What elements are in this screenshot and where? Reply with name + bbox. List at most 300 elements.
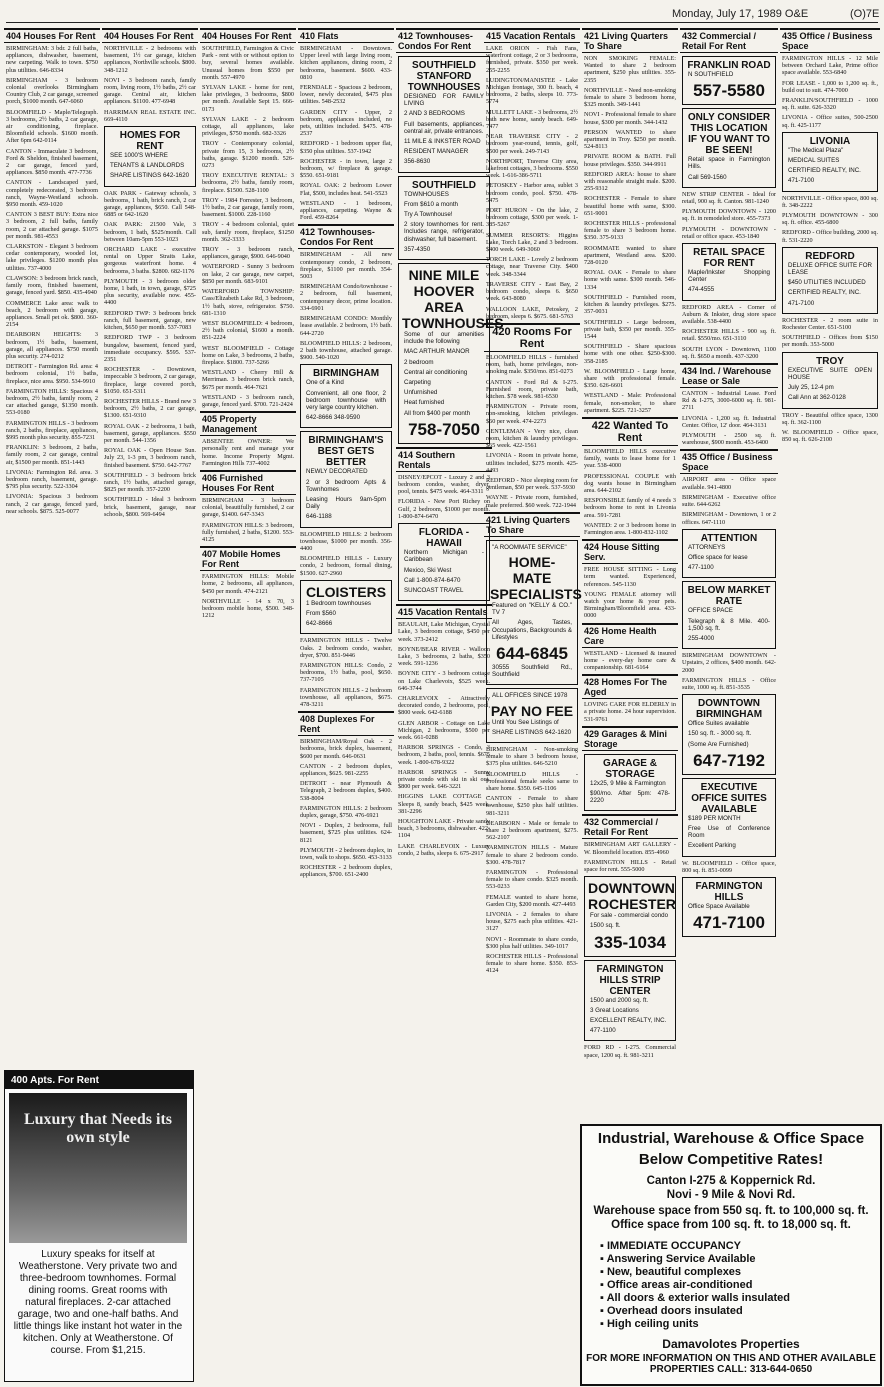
ad-title: LIVONIA	[809, 135, 851, 147]
classified-ad: 1 Bedroom townhouses	[306, 599, 372, 607]
ad-lines	[686, 720, 772, 748]
ad-title: FARMINGTON HILLS STRIP CENTER	[596, 963, 664, 997]
classified-ad: BLOOMFIELD HILLS - Professional female seeks same to share home. $350. 645-1106	[486, 770, 578, 793]
classified-ad: Excellent Parking	[688, 842, 736, 850]
classified-ad: 477-1100	[590, 1027, 616, 1035]
classified-ad: (Some Are Furnished)	[688, 740, 749, 748]
cloisters-ad	[300, 580, 392, 635]
classified-ad: 356-8630	[404, 158, 431, 166]
classified-ad: FARMINGTON - Professional female to share condo. $325 month. 553-0233	[486, 869, 578, 891]
classified-ad: FARMINGTON HILLS - Mature female to share 2 bedroom condo. $300. 478-7817	[486, 844, 578, 866]
section-heading: 420 Rooms For Rent	[484, 323, 580, 352]
classified-ad: W. BLOOMFIELD - Office space, 850 sq. ft. 626-2100	[782, 428, 878, 444]
ad-list	[582, 650, 678, 672]
classified-ad: ROYAL OAK - Female to share home with same. $300 month. 546-1334	[584, 269, 676, 291]
ad-list	[582, 55, 678, 414]
ad-list	[582, 566, 678, 619]
ad-phone: 644-6845	[496, 643, 568, 663]
ad-lines	[490, 719, 574, 736]
classified-ad: LIVONIA: Farmington Rd. area. 3 bedroom ranch, basement, garage. $795 plus security. 522-3304	[6, 468, 98, 491]
ad-list	[484, 746, 580, 975]
classified-ad: DELUXE OFFICE SUITE FOR LEASE	[788, 261, 872, 277]
townhome-photo	[9, 1093, 187, 1243]
classified-ad: BIRMINGHAM/Royal Oak - 2 bedrooms, brick duplex, basement, $600 per month. 646-0631	[300, 738, 392, 760]
classified-ad: HOUGHTON LAKE - Private sandy beach, 3 bedrooms, dishwasher. 422-1104	[398, 817, 490, 840]
classified-ad: NORTHPORT, Traverse City area, lakefront cottages, 3 bedrooms. $550 week. 1-616-386-5711	[486, 157, 578, 180]
classified-ad: SOUTHFIELD - Offices from $150 per month. 353-5000	[782, 334, 878, 349]
classified-ad: REDFORD - Office building, 2000 sq. ft. 531-2220	[782, 229, 878, 244]
classified-ad: 642-8666 348-9590	[306, 414, 361, 422]
weatherstone-display-ad	[4, 1070, 194, 1382]
classified-ad: NORTHVILLE - 2 bedrooms with basement, 1½ car garage, kitchen appliances, Northville schools. $800. 348-1212	[104, 45, 196, 74]
classified-ad: Free Use of Conference Room	[688, 824, 770, 840]
classified-ad: FARMINGTON HILLS: Spacious 4 bedroom, 2½ baths, family room, 2 car attached garage, $1350 month. 553-0180	[6, 387, 98, 417]
classified-ad: Central air conditioning	[404, 368, 468, 376]
classified-ad: Office Space Available	[688, 902, 750, 910]
column-1	[4, 26, 100, 1066]
classified-ad: FARMINGTON HILLS: Mobile home, 2 bedrooms, all appliances, $450 per month. 474-2121	[202, 573, 294, 595]
classified-ad: TROY - Contemporary colonial, private from 15, 3 bedrooms, 2½ baths, garage. $1200 month. 526-0273	[202, 140, 294, 170]
classified-ad: FERNDALE - Spacious 2 bedroom, lower, newly decorated, $475 plus utilities. 548-2532	[300, 84, 392, 106]
classified-ad: 357-4350	[404, 245, 431, 253]
ad-list	[680, 652, 778, 691]
classified-ad: ROYAL OAK - Open House Sun. July 23, 1-3 pm, 3 bedroom ranch, finished basement. $750. 642-7767	[104, 447, 196, 469]
classified-ad: WESTLAND - Cherry Hill & Merriman. 3 bedroom brick ranch, $675 per month. 464-7621	[202, 369, 294, 391]
ad-lines	[786, 367, 874, 402]
classified-ad: SYLVAN LAKE - home for rent, lake privileges, 3 bedrooms, $800 per month. Available Sept 15. 666-0173	[202, 84, 294, 113]
classified-ad: HIGGINS LAKE COTTAGE - Sleeps 8, sandy beach, $425 week. 381-2296	[398, 793, 490, 815]
troy-office-ad	[782, 352, 878, 409]
classified-ad: ABSENTEE OWNER: We personally rent and manage your home. Income Property Mgmt. Farmington Hills 737-4002	[202, 438, 294, 467]
classified-ad: SOUTHFIELD - 3 bedroom brick ranch, 1½ baths, attached garage, $825 per month. 357-2200	[104, 471, 196, 494]
classified-ad: Heat furnished	[404, 399, 445, 407]
classified-ad: FARMINGTON HILLS: 3 bedroom, fully furnished, 2 baths, $1200. 553-4125	[202, 521, 294, 543]
classified-ad: MEDICAL SUITES	[788, 157, 840, 165]
attention-attorneys-ad	[682, 529, 776, 579]
classified-ad: ROYAL OAK - 2 bedrooms, 1 bath, basement, garage, appliances. $550 per month. 544-1356	[104, 422, 196, 444]
downtown-rochester-ad	[584, 876, 676, 956]
classified-ad: HARBOR SPRINGS - Condo, 3 bedroom, 2 baths, pool, tennis. $675 week. 1-800-678-9322	[398, 744, 490, 766]
ad-list	[396, 621, 492, 857]
classified-ad: For sale - commercial condo	[590, 912, 669, 920]
ad-lines	[686, 156, 772, 181]
classified-ad: LUDINGTON/MANISTEE - Lake Michigan frontage, 300 ft. beach, 4 bedrooms, 2 baths, sleeps 10. 773-5774	[486, 76, 578, 106]
classified-ad: "A ROOMMATE SERVICE"	[492, 543, 567, 551]
classified-ad: 2 or 3 bedroom Apts & Townhomes	[306, 478, 386, 493]
classified-ad: TORCH LAKE - Lovely 2 bedroom cottage, near Traverse City. $400 week. 348-3344	[486, 256, 578, 278]
ad-lines	[786, 147, 874, 185]
section-heading: 405 Property Management	[200, 411, 296, 436]
page-header	[0, 0, 884, 22]
section-heading: 414 Southern Rentals	[396, 447, 492, 472]
classified-ad: ATTORNEYS	[688, 543, 726, 551]
classified-ad: ROYAL OAK: 2 bedroom Lower Flat, $500, includes heat. 541-5523	[300, 182, 392, 197]
ad-title: BIRMINGHAM'S BEST GETS BETTER	[308, 435, 384, 469]
classified-ad: CANTON - Landscaped yard, completely redecorated, 3 bedroom ranch, Wayne-Westland schools. $950 month. 459-1020	[6, 179, 98, 209]
classified-ad: ROCHESTER - in town, large 2 bedroom, w/ fireplace & garage. $550. 651-9181	[300, 157, 392, 180]
ad-title: DOWNTOWN BIRMINGHAM	[695, 698, 763, 721]
feature-item: ▪ All doors & exterior walls insulated	[600, 1292, 880, 1305]
classified-ad: RESIDENT MANAGER	[404, 148, 469, 156]
classified-ad: EXECUTIVE SUITE OPEN HOUSE	[788, 366, 872, 381]
classified-ad: NOVI - Roommate to share condo, $300 plus half utilities. 349-1017	[486, 935, 578, 950]
classified-ad: CHARLEVOIX - Attractively decorated condo, 2 bedrooms, pool, $800 week. 642-6188	[398, 694, 490, 717]
classified-ad: Office Suites available	[688, 720, 750, 728]
classified-ad: NORTHVILLE - Need non-smoking female to share 3 bedroom home, $325 month. 349-1441	[584, 86, 676, 109]
classified-ad: AIRPORT area - Office space available. 941-4800	[682, 476, 776, 491]
classified-ad: W. BLOOMFIELD - Large home, share with professional female. $350. 626-6601	[584, 367, 676, 390]
ad-lines	[402, 191, 486, 253]
ad-title: CLOISTERS	[305, 583, 387, 600]
classified-ad: YOUNG FEMALE attorney will watch your home & your pets. Birmingham/Bloomfield area. 433-0000	[584, 590, 676, 620]
classified-ad: Carpeting	[404, 379, 431, 387]
ad-lines	[402, 549, 486, 594]
classified-ad: FARMINGTON HILLS - 3 bedroom ranch, 2 baths, fireplace, appliances, $995 month plus security. 855-7231	[6, 419, 98, 441]
classified-ad: SOUTH LYON - Downtown, 1100 sq. ft. $650 a month. 437-3200	[682, 345, 776, 360]
classified-ad: TROY - Beautiful office space, 1300 sq. ft. 362-1100	[782, 411, 878, 426]
classified-ad: ALL OFFICES SINCE 1978	[492, 692, 568, 700]
classified-ad: CERTIFIED REALTY, INC.	[788, 289, 861, 297]
classified-ad: REDFORD - Nice sleeping room for gentleman, $50 per week. 537-5930	[486, 476, 578, 492]
classified-ad: TROY - 4 bedroom colonial, quiet sub, family room, fireplace, $1250 month. 362-3333	[202, 221, 294, 243]
section-heading: 432 Commercial / Retail For Rent	[680, 28, 778, 53]
classified-ad: WESTLAND - Licensed & insured home - every-day home care & companionship. 681-6164	[584, 649, 676, 671]
section-heading: 432 Commercial / Retail For Rent	[582, 814, 678, 839]
classified-ad: FLORIDA - New Port Richey on Gulf, 2 bedroom, $1000 per month. 1-800-874-6470	[398, 498, 490, 520]
ad-list	[582, 701, 678, 723]
classified-ad: 11 MILE & INKSTER ROAD	[404, 138, 481, 146]
classified-ad: CERTIFIED REALTY, INC.	[788, 167, 861, 175]
classified-ad: LIVONIA - Room in private home, utilities included, $275 month. 425-4493	[486, 452, 578, 474]
classified-ad: 1500 and 2000 sq. ft.	[590, 996, 649, 1004]
classified-ad: 2 AND 3 BEDROOMS	[404, 110, 465, 118]
ad-office-range: Office space from 100 sq. ft. to 18,000 sq. ft.	[611, 1219, 851, 1231]
classified-ad: REDFORD TWP: 3 bedroom brick ranch, full basement, garage, new kitchen, $650 per month. 537-7083	[104, 309, 196, 332]
classified-ad: CLARKSTON - Elegant 3 bedroom cedar contemporary, wooded lot, lake privileges. $1200 month plus utilities. 737-4000	[6, 243, 98, 272]
classified-ad: LIVONIA - 2 females to share house, $275 each plus utilities. 421-3127	[486, 911, 578, 933]
farmington-hills-office-ad	[682, 877, 776, 937]
classified-ad: Call Ann at 362-0128	[788, 394, 846, 402]
classified-ad: 12x25, 9 Mile & Farmington	[590, 779, 666, 787]
ad-phone: 758-7050	[408, 419, 480, 439]
ad-list	[200, 438, 296, 467]
classified-ad: TROY - 3 bedroom ranch, appliances, garage, $900. 646-9040	[202, 246, 294, 261]
column-8	[680, 26, 778, 1121]
classified-ad: GENTLEMAN - Very nice, clean room, kitchen & laundry privileges. $65 week. 422-1561	[486, 427, 578, 450]
classified-ad: One of a Kind	[306, 379, 344, 387]
column-6	[484, 26, 580, 1376]
classified-ad: WANTED: 2 or 3 bedroom home in Farmington area. 1-800-832-1102	[584, 521, 676, 536]
ad-lines	[304, 379, 388, 421]
classified-ad: MAC ARTHUR MANOR	[404, 348, 470, 356]
classified-ad: REDFORD - 1 bedroom upper flat, $350 plus utilities. 537-1942	[300, 140, 392, 155]
ad-list	[582, 841, 678, 873]
classified-ad: TROY EXECUTIVE RENTAL: 3 bedrooms, 2½ baths, family room, fireplace. $1500. 528-1100	[202, 172, 294, 194]
classified-ad: Unfurnished	[404, 389, 438, 397]
birmingham-ad	[300, 364, 392, 428]
section-heading: 410 Flats	[298, 28, 394, 43]
classified-ad: FARMINGTON HILLS: Condo, 2 bedrooms, 1½ baths, pool, $650. 737-7105	[300, 661, 392, 684]
classified-ad: SUNCOAST TRAVEL	[404, 586, 464, 594]
section-heading: 415 Vacation Rentals	[484, 28, 580, 43]
classified-ad: 150 sq. ft. - 3000 sq. ft.	[688, 730, 752, 738]
classified-ad: SEE 1000'S WHERE	[110, 152, 168, 160]
classified-ad: LIVONIA: Spacious 3 bedroom ranch, 2 car garage, fenced yard, near schools. $875. 525-0077	[6, 493, 98, 515]
ad-title: HOMES FOR RENT	[119, 130, 181, 153]
classified-ad: CANTON - Ford Rd & I-275. Furnished room, private bath, kitchen. $78 week. 981-6530	[486, 378, 578, 400]
classified-ad: BLOOMFIELD - Maple/Telegraph. 3 bedrooms, 2½ baths, 2 car garage, air conditioning, fireplace. Bloomfield schools. $1600 month. After 6pm 642-0114	[6, 108, 98, 145]
ad-title: TROY	[816, 355, 844, 367]
garage-storage-ad	[584, 754, 676, 812]
ad-title: FRANKLIN ROAD	[687, 60, 771, 71]
ad-title: BIRMINGHAM	[312, 368, 380, 380]
ad-list	[4, 45, 100, 515]
home-mate-specialists-ad	[486, 540, 582, 686]
classified-ad: From $610 a month	[404, 200, 458, 208]
ad-lines	[786, 262, 874, 307]
column-7	[582, 26, 678, 1121]
classified-ad: BIRMINGHAM DOWNTOWN - Upstairs, 2 offices, $400 month. 642-2000	[682, 652, 776, 674]
ad-list	[298, 251, 394, 361]
classified-ad: CANTON 3 BEST BUY: Extra nice 3 bedroom, 2 full baths, family room, 2 car attached garage. $1075 per month. 981-4553	[6, 211, 98, 240]
classified-ad: BLOOMFIELD HILLS executive family, wants to lease home for 1 year. 538-4000	[584, 447, 676, 470]
classified-ad: TENANTS & LANDLORDS	[110, 162, 185, 170]
section-heading: 408 Duplexes For Rent	[298, 711, 394, 736]
ad-title: FLORIDA - HAWAII	[418, 527, 470, 550]
classified-ad: W. BLOOMFIELD - Office space, 800 sq. ft. 851-0099	[682, 859, 776, 874]
ad-list	[680, 476, 778, 525]
classified-ad: PROFESSIONAL COUPLE with dog wants house in Birmingham area. 644-2102	[584, 472, 676, 494]
ad-headline: Luxury that Needs its own style	[23, 1111, 172, 1146]
column-9	[780, 26, 880, 1121]
ad-lines	[490, 544, 574, 551]
below-market-ad	[682, 581, 776, 649]
classified-ad: NOVI - Professional female to share house, $300 per month. 344-1432	[584, 111, 676, 126]
classified-ad: SOUTHFIELD - Furnished room, kitchen & laundry privileges. $275. 357-0031	[584, 293, 676, 316]
classified-ad: FARMINGTON HILLS - Retail space for rent. 555-5000	[584, 858, 676, 874]
ad-title: SOUTHFIELD STANFORD TOWNHOUSES	[407, 60, 481, 93]
classified-ad: 1500 sq. ft.	[590, 922, 621, 930]
birminghams-best-ad	[300, 431, 392, 527]
header-rule	[6, 22, 878, 23]
classified-ad: CLAWSON: 3 bedroom brick ranch, family room, finished basement, garage, fenced yard. $850. 435-4940	[6, 274, 98, 297]
section-heading: 429 Garages & Mini Storage	[582, 726, 678, 751]
ad-location-1: Canton I-275 & Koppernick Rd.	[646, 1175, 816, 1187]
section-heading: 404 Houses For Rent	[200, 28, 296, 43]
classified-ad: July 25, 12-4 pm	[788, 384, 834, 392]
classified-ad: Call 569-1560	[688, 173, 727, 181]
retail-space-ad	[682, 243, 776, 301]
ad-lines	[686, 269, 772, 294]
section-heading: 434 Ind. / Warehouse Lease or Sale	[680, 363, 778, 388]
page-folio: (O)7E	[850, 8, 880, 20]
classified-ad: BIRMINGHAM: 3 bdr. 2 full baths, appliances, dishwasher, basement, new carpeting. Walk to town. $750 plus utilities. 646-8334	[6, 45, 98, 74]
classified-ad: NOVI - 3 bedroom ranch, family room, living room, 1½ baths, 2½ car garage. Central air, kitchen appliances. $1100. 477-6948	[104, 76, 196, 106]
classified-ad: NEWLY DECORATED	[306, 468, 368, 476]
classified-ad: MULLETT LAKE - 3 bedrooms, 2½ bath new home, sandy beach. 649-7477	[486, 108, 578, 131]
ad-title: REDFORD	[805, 250, 855, 262]
classified-ad: ROCHESTER HILLS - professional female to share 3 bedroom home. $350. 375-9133	[584, 220, 676, 242]
ad-lines	[304, 600, 388, 628]
classified-ad: WEST BLOOMFIELD - Cottage home on Lake, 3 bedrooms, 2 baths, fireplace. $1800. 737-5266	[202, 344, 294, 366]
ad-title: PAY NO FEE	[490, 702, 574, 719]
classified-ad: BLOOMFIELD HILLS - Luxury condo, 2 bedroom, formal dining, $1500. 627-2960	[300, 555, 392, 577]
ad-lines	[686, 544, 772, 572]
section-heading: 435 Office / Business Space	[680, 449, 778, 474]
classified-ad: BIRMINGHAM Condo/townhouse - 2 bedroom, full basement, contemporary decor, prime location. 334-6901	[300, 283, 392, 312]
ad-phone: 471-7100	[693, 913, 765, 933]
classified-ad: GARDEN CITY - Upper, 2 bedroom, appliances included, no pets, utilities included. $475. 478-2537	[300, 108, 392, 138]
ad-title: EXECUTIVE OFFICE SUITES AVAILABLE	[691, 781, 767, 815]
classified-ad: HARRIMAN REAL ESTATE INC. 669-4110	[104, 108, 196, 123]
classified-ad: PERSON WANTED to share apartment in Troy. $250 per month. 524-8113	[584, 128, 676, 151]
classified-ad: Call 1-800-874-6470	[404, 576, 461, 584]
classified-ad: BIRMINGHAM CONDO: Monthly lease available. 2 bedroom, 1½ bath. 644-2720	[300, 315, 392, 337]
classified-ad: ROCHESTER HILLS - Professional female to share home. $350. 853-4124	[486, 953, 578, 975]
ad-list	[780, 317, 880, 349]
classified-ad: Telegraph & 8 Mile. 400-1,500 sq. ft.	[688, 617, 770, 632]
classified-ad: DISNEY/EPCOT - Luxury 2 and 3 bedroom condos, washer, dryer, pool, tennis. $475 week. 464-3311	[398, 473, 490, 496]
ad-title: BELOW MARKET RATE	[687, 585, 771, 608]
classified-ad: OAK PARK - Gateway schools, 3 bedrooms, 1 bath, brick ranch, 2 car garage, appliances, $650. Call 548-6885 or 642-1620	[104, 189, 196, 219]
section-heading: 435 Office / Business Space	[780, 28, 880, 53]
classified-ad: WEST BLOOMFIELD: 4 bedroom, 2½ bath colonial, $1600 a month. 851-2224	[202, 319, 294, 342]
section-heading: 426 Home Health Care	[582, 623, 678, 648]
classified-ad: CANTON - Industrial Lease. Ford Rd & I-275, 3000-6000 sq. ft. 981-2711	[682, 390, 776, 412]
classified-ad: SOUTHFIELD - Large bedroom, private bath, $350 per month. 355-1544	[584, 318, 676, 340]
classified-ad: BLOOMFIELD HILLS: 2 bedroom townhouse, $1000 per month. 356-4400	[300, 530, 392, 552]
classified-ad: Featured on "KELLY & CO." TV 7	[492, 601, 572, 617]
classified-ad: From $560	[306, 609, 336, 617]
ad-headline-2: Below Competitive Rates!	[638, 1151, 824, 1168]
section-heading: 404 Houses For Rent	[4, 28, 100, 43]
classified-ad: Try A Townhouse!	[404, 211, 453, 219]
classified-ad: FARMINGTON HILLS - 2 bedroom townhouse, all appliances, $675. 478-3211	[300, 686, 392, 708]
section-heading: 415 Vacation Rentals	[396, 604, 492, 619]
section-heading: 421 Living Quarters To Share	[484, 512, 580, 537]
ad-list	[582, 448, 678, 536]
column-5	[396, 26, 504, 1376]
classified-ad: WATERFORD TOWNSHIP: Cass/Elizabeth Lake Rd, 3 bedroom, 1½ bath, stove, refrigerator. $750. 681-1310	[202, 288, 294, 317]
classified-ad: BEAULAH, Lake Michigan, Crystal Lake, 3 bedroom cottage, $450 per week. 373-2412	[398, 621, 490, 643]
ad-lines	[304, 468, 388, 520]
classified-ad: $189 PER MONTH	[688, 814, 741, 822]
classified-ad: FARMINGTON HILLS: 2 bedroom duplex, garage, $750. 476-6921	[300, 804, 392, 820]
section-heading: 412 Townhouses-Condos For Rent	[396, 28, 492, 53]
classified-ad: LAKE CHARLEVOIX - Luxury condo, 2 baths, sleeps 6. 675-2917	[398, 842, 490, 857]
classified-ad: REDFORD AREA: house to share with reasonable straight male. $200. 255-9312	[584, 170, 676, 193]
classified-ad: SHARE LISTINGS 642-1620	[492, 728, 572, 736]
classified-ad: NEAR TRAVERSE CITY - 2 bedroom year-round, tennis, golf, $500 per week. 249-7143	[486, 133, 578, 155]
section-heading: 412 Townhouses-Condos For Rent	[298, 224, 394, 249]
classified-ad: LAKE ORION - Fish Fans, waterfront cottage, 2 or 3 bedrooms, furnished, private. $350 per week. 255-2255	[486, 45, 578, 74]
classified-ad: $450 UTILITIES INCLUDED	[788, 279, 866, 287]
classified-ad: TRAVERSE CITY - East Bay, 2 bedroom condo, sleeps 6. $650 week. 643-8080	[486, 280, 578, 303]
ad-lines	[686, 815, 772, 850]
classified-ad: FARMINGTON HILLS - 12 Mile between Orchard Lake, Prime office space available. 553-6840	[782, 55, 878, 77]
classified-ad: BIRMINGHAM - Downtown. Upper level with large living room, kitchen appliances, dining room, 2 bedrooms, basement. $600. 433-0810	[300, 45, 392, 81]
classified-ad: All Ages, Tastes, Occupations, Backgrounds & Lifestyles	[492, 619, 572, 641]
column-3	[200, 26, 296, 1376]
strip-center-ad	[584, 960, 676, 1042]
pay-no-fee-ad	[486, 688, 578, 743]
classified-ad: ROOMMATE wanted to share apartment, Westland area. $200. 728-0120	[584, 244, 676, 267]
classified-ad: Leasing Hours 9am-5pm Daily	[306, 495, 386, 511]
classified-ad: BIRMINGHAM - 3 bedroom colonial, beautifully furnished, 2 car garage, $1400. 647-3343	[202, 496, 294, 519]
ad-list	[484, 354, 580, 509]
mac-arthur-manor-ad	[398, 263, 504, 444]
ad-list	[680, 191, 778, 240]
classified-ad: ROCHESTER - Female to share beautiful home with same, $300. 651-9001	[584, 195, 676, 217]
classified-ad: EXCELLENT REALTY, INC.	[590, 1017, 667, 1025]
classified-ad: BLOOMFIELD HILLS - furnished room, bath, home privileges, non-smoking male. $350/mo. 851-0273	[486, 353, 578, 376]
classified-ad: 255-4000	[688, 634, 715, 642]
classified-ad: PLYMOUTH DOWNTOWN - 300 sq. ft. office. 455-6800	[782, 212, 878, 227]
classified-ad: WATERFORD - Sunny 3 bedroom on lake, 2 car garage, new carpet, $850 per month. 683-9101	[202, 263, 294, 285]
classified-ad: LIVONIA - 1,200 sq. ft. Industrial Center. Office, 12' door. 464-3131	[682, 414, 776, 429]
ad-title: ONLY CONSIDER THIS LOCATION IF YOU WANT TO BE SEEN!	[687, 112, 771, 157]
classified-ad: SOUTHFIELD, Farmington & Civic Park - rent with or without option to buy, several homes available. Unusual homes from $550 per month. 557-4970	[202, 45, 294, 81]
classified-ad: NON SMOKING FEMALE: Wanted to share 2 bedroom apartment, $250 plus utilities. 355-2355	[584, 55, 676, 84]
ad-lines	[402, 93, 486, 166]
classified-ad: PLYMOUTH - 2 bedroom duplex, in town, walk to shops. $650. 453-3133	[300, 846, 392, 862]
classified-ad: ROCHESTER HILLS - Brand new 3 bedroom, 2½ baths, 2 car garage, $1300. 651-9310	[104, 397, 196, 420]
classified-ad: CANTON - Female to share townhouse, $250 plus half utilities. 981-3211	[486, 795, 578, 817]
classified-ad: WESTLAND - Male: Professional female, non-smoker, to share apartment. $225. 721-3257	[584, 392, 676, 414]
classified-ad: 471-7100	[788, 177, 815, 185]
classified-ad: FORD RD - I-275. Commercial space, 1200 sq. ft. 981-3211	[584, 1044, 676, 1059]
issue-date: Monday, July 17, 1989 O&E	[672, 8, 809, 20]
ad-headline: Industrial, Warehouse & Office Space	[597, 1130, 865, 1147]
classified-ad: 646-1188	[306, 513, 332, 521]
classified-ad: Full basements, appliances, central air, private entrances.	[404, 120, 484, 135]
ad-list	[484, 45, 580, 320]
ad-list	[298, 637, 394, 708]
ad-warehouse-range: Warehouse space from 550 sq. ft. to 100,000 sq. ft.	[593, 1205, 869, 1217]
ad-title: NINE MILE HOOVER AREA TOWNHOUSES	[402, 267, 504, 332]
classified-ad: Some of our amenities include the following	[404, 331, 484, 346]
section-heading: 406 Furnished Houses For Rent	[200, 470, 296, 495]
classified-ad: LIVONIA - Office suites, 500-2500 sq. ft. 425-1177	[782, 114, 878, 129]
classified-ad: DESIGNED FOR FAMILY LIVING	[404, 93, 484, 108]
classified-ad: ROCHESTER HILLS - 900 sq. ft. retail. $550/mo. 651-3110	[682, 328, 776, 343]
section-heading: 404 Houses For Rent	[102, 28, 198, 43]
downtown-birmingham-ad	[682, 694, 776, 775]
classified-ad: BLOOMFIELD HILLS: 2 bedroom, 2 bath townhouse, attached garage. $900. 540-1020	[300, 339, 392, 362]
classified-ad: 471-7100	[788, 299, 815, 307]
feature-item: ▪ Answering Service Available	[600, 1253, 880, 1266]
section-heading: 421 Living Quarters To Share	[582, 28, 678, 53]
classified-ad: FRANKLIN: 3 bedroom, 2 baths, family room, 2 car garage, central air, $1500 per month. 851-1443	[6, 444, 98, 466]
classified-ad: REDFORD TWP - 3 bedroom bungalow, basement, fenced yard, immediate occupancy. $595. 537-2351	[104, 334, 196, 363]
classified-ad: FRANKLIN/SOUTHFIELD - 1000 sq. ft. suite. 626-3320	[782, 97, 878, 112]
classified-ad: 3 Great Locations	[590, 1006, 639, 1014]
classified-ad: SYLVAN LAKE - 2 bedroom cottage, all appliances, lake privileges, $750 month. 682-3326	[202, 115, 294, 138]
classified-ad: Mexico, Ski West	[404, 566, 452, 574]
classified-ad: FARMINGTON HILLS - Office suite, 1000 sq. ft. 851-3535	[682, 676, 776, 691]
classified-ad: FREE HOUSE SITTING - Long term wanted. Experienced, references. 545-1130	[584, 566, 676, 588]
classified-ad: WALLOON LAKE, Petoskey, 2 bedroom, sleeps 6. $675. 681-5763	[486, 305, 578, 320]
ad-title: DOWNTOWN ROCHESTER	[588, 880, 676, 913]
classified-ad: COMMERCE Lake area: walk to beach, 2 bedroom with garage, appliances. Small pet ok. $800. 360-2154	[6, 299, 98, 329]
classified-ad: PORT HURON - On the lake, 2 bedroom cottage, $300 per week. 1-385-5267	[486, 207, 578, 229]
feature-item: ▪ High ceiling units	[600, 1318, 880, 1331]
classified-ad: OAK PARK: 21500 Vale, 3 bedroom, 1 bath, $525/month. Call between 10am-5pm 553-1023	[104, 221, 196, 243]
classified-ad: "The Medical Plaza"	[788, 146, 844, 154]
classified-ad: BIRMINGHAM - All new contemporary condo, 2 bedroom, fireplace, $1100 per month. 354-5003	[300, 251, 392, 281]
ad-title: HOME-MATE SPECIALISTS	[490, 553, 582, 602]
ad-list	[298, 738, 394, 878]
